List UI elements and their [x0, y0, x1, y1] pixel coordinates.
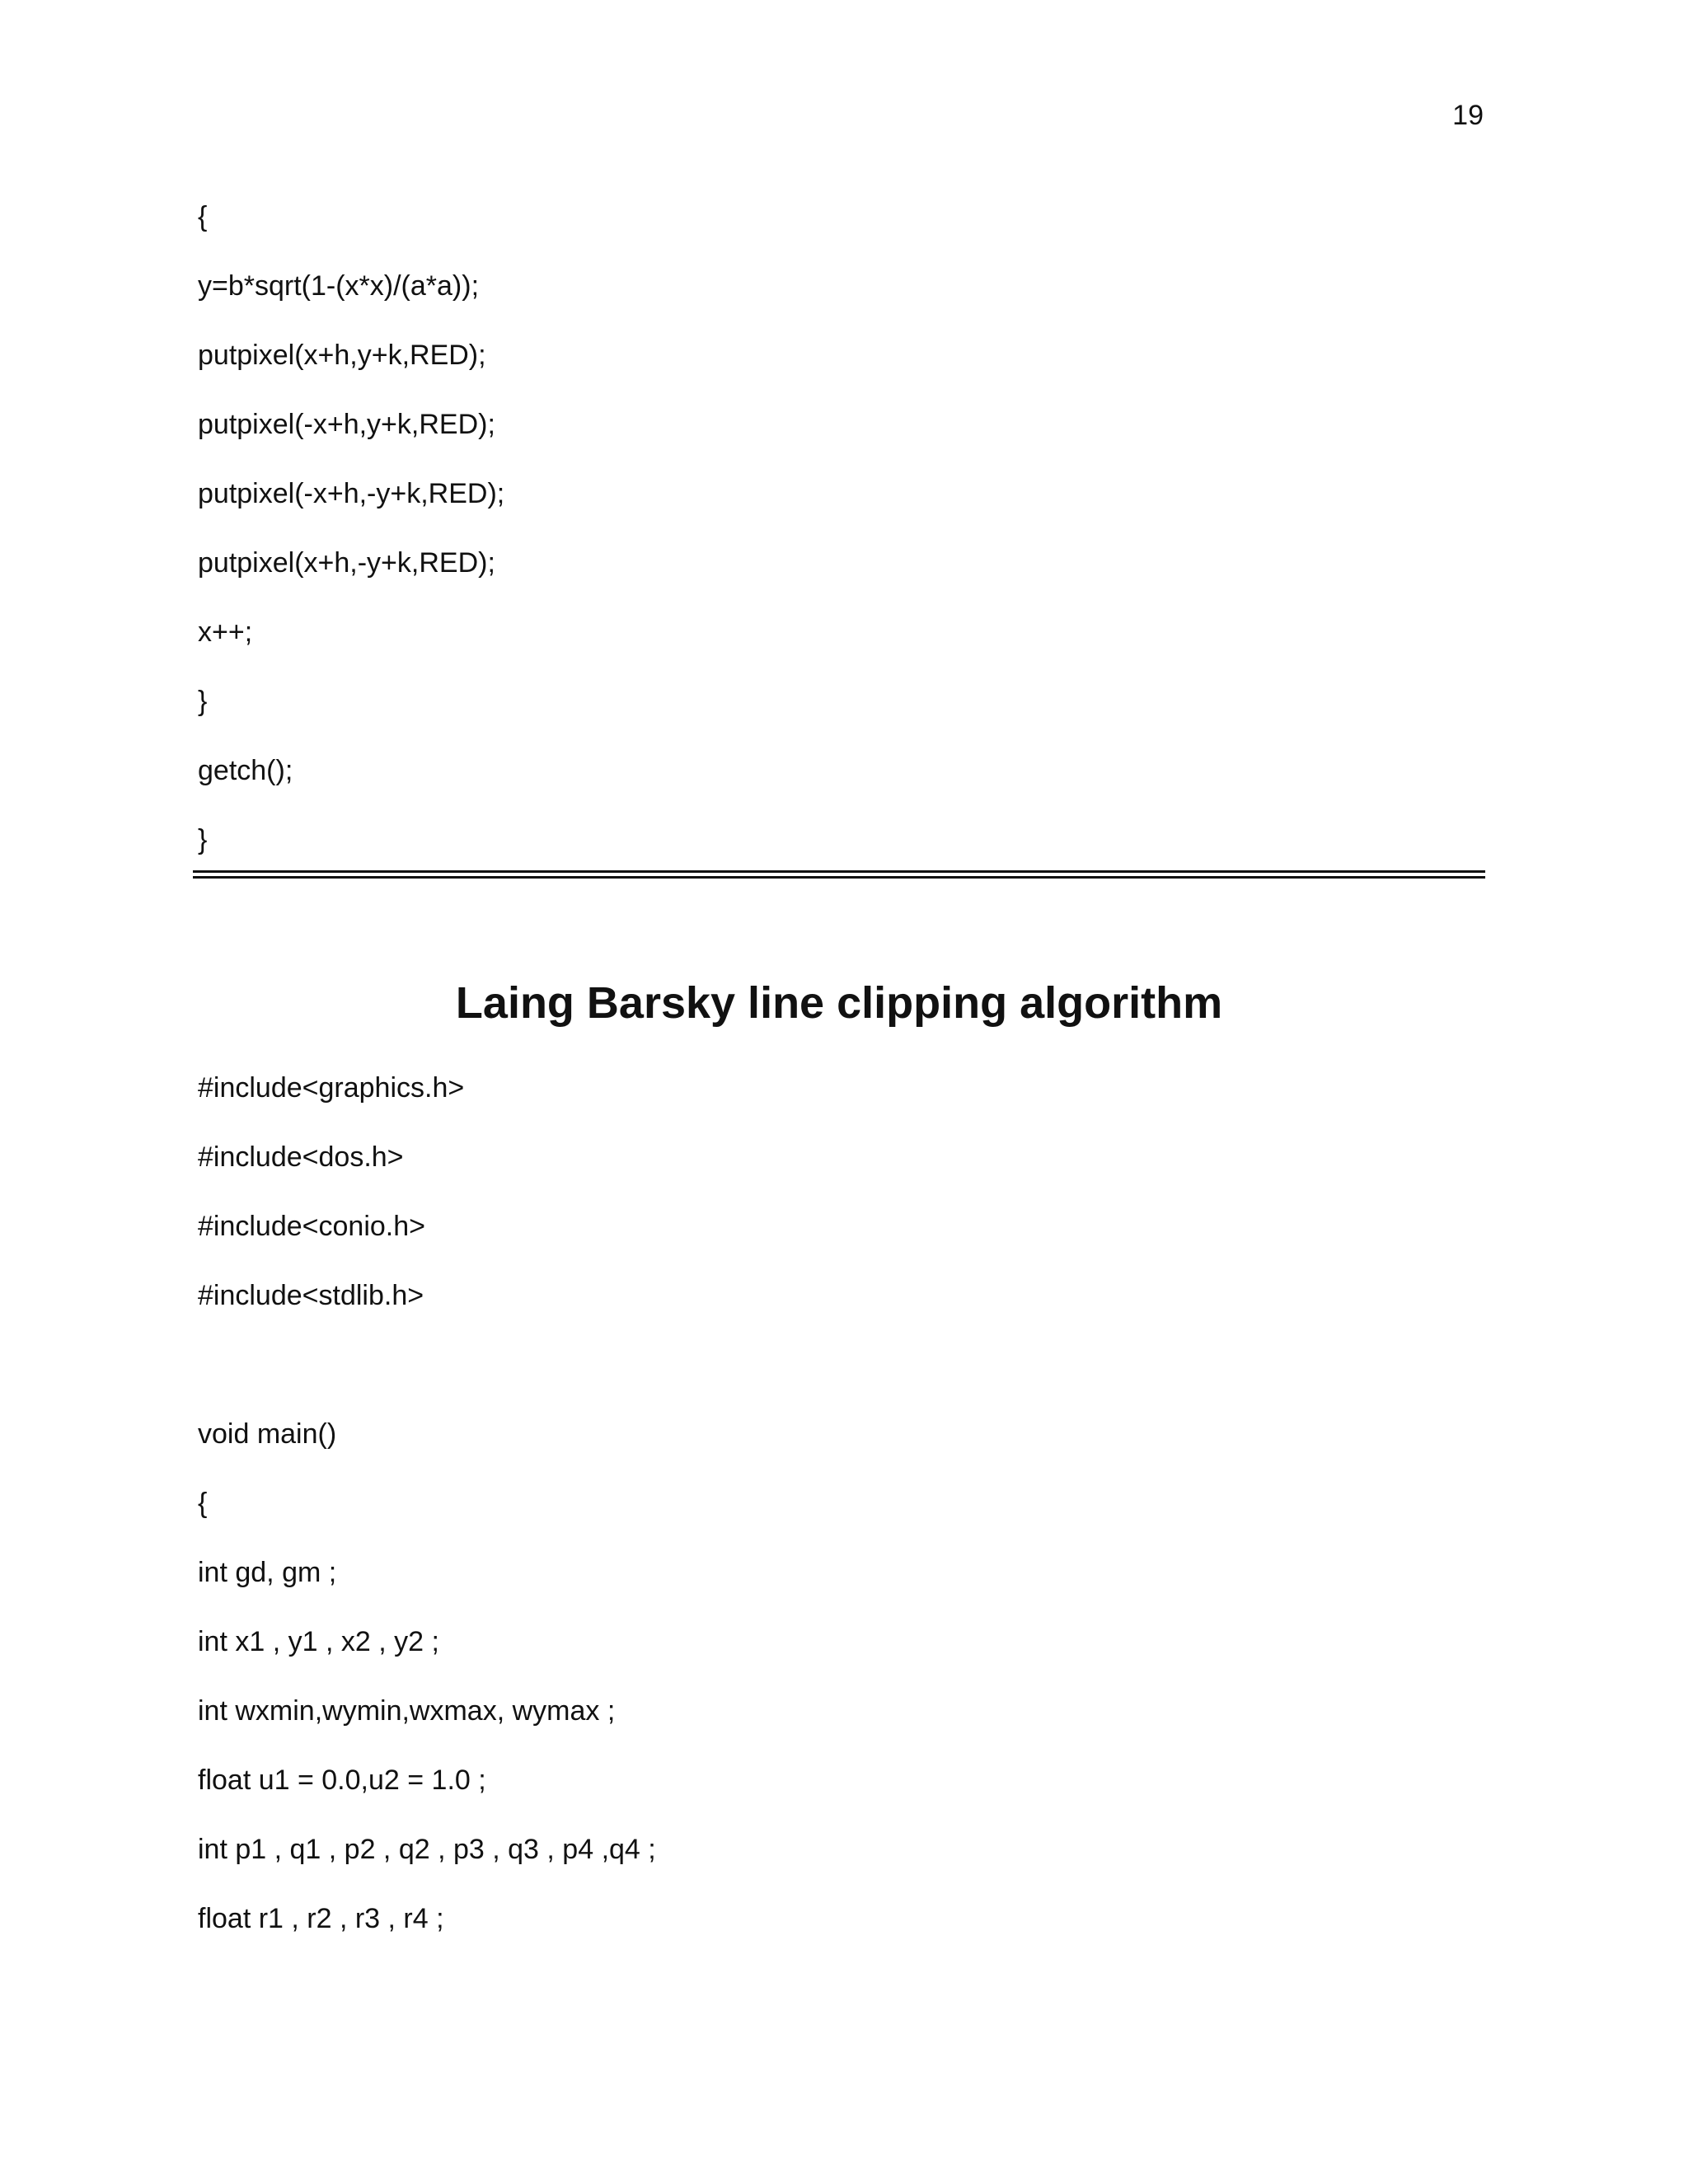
code-line: float u1 = 0.0,u2 = 1.0 ;	[198, 1765, 486, 1796]
section-divider-bottom-rule	[193, 876, 1485, 879]
code-line: {	[198, 1488, 208, 1519]
code-block-top	[198, 200, 1484, 893]
code-line: putpixel(x+h,y+k,RED);	[198, 340, 486, 371]
code-line: int wxmin,wymin,wxmax, wymax ;	[198, 1695, 616, 1727]
code-line: int gd, gm ;	[198, 1557, 337, 1588]
code-line: int x1 , y1 , x2 , y2 ;	[198, 1626, 439, 1657]
code-line: #include<dos.h>	[198, 1141, 404, 1173]
code-line: getch();	[198, 755, 293, 786]
code-line: #include<conio.h>	[198, 1211, 426, 1242]
code-line: putpixel(x+h,-y+k,RED);	[198, 547, 495, 579]
section-title: Laing Barsky line clipping algorithm	[455, 978, 1223, 1028]
section-divider-top-rule	[193, 870, 1485, 873]
code-line: {	[198, 201, 208, 232]
code-line: x++;	[198, 616, 253, 648]
code-line: int p1 , q1 , p2 , q2 , p3 , q3 , p4 ,q4 ;	[198, 1834, 656, 1865]
code-line: #include<graphics.h>	[198, 1072, 465, 1104]
code-line-blank	[198, 1348, 1484, 1418]
page-number: 19	[1452, 100, 1484, 131]
code-line: putpixel(-x+h,y+k,RED);	[198, 409, 495, 440]
code-block-bottom	[198, 1071, 1484, 1971]
code-line: void main()	[198, 1418, 337, 1450]
code-line: }	[198, 686, 208, 717]
code-line: y=b*sqrt(1-(x*x)/(a*a));	[198, 270, 480, 302]
code-line: putpixel(-x+h,-y+k,RED);	[198, 478, 505, 509]
code-line: }	[198, 824, 208, 855]
code-line: #include<stdlib.h>	[198, 1280, 424, 1311]
code-line: float r1 , r2 , r3 , r4 ;	[198, 1903, 444, 1934]
